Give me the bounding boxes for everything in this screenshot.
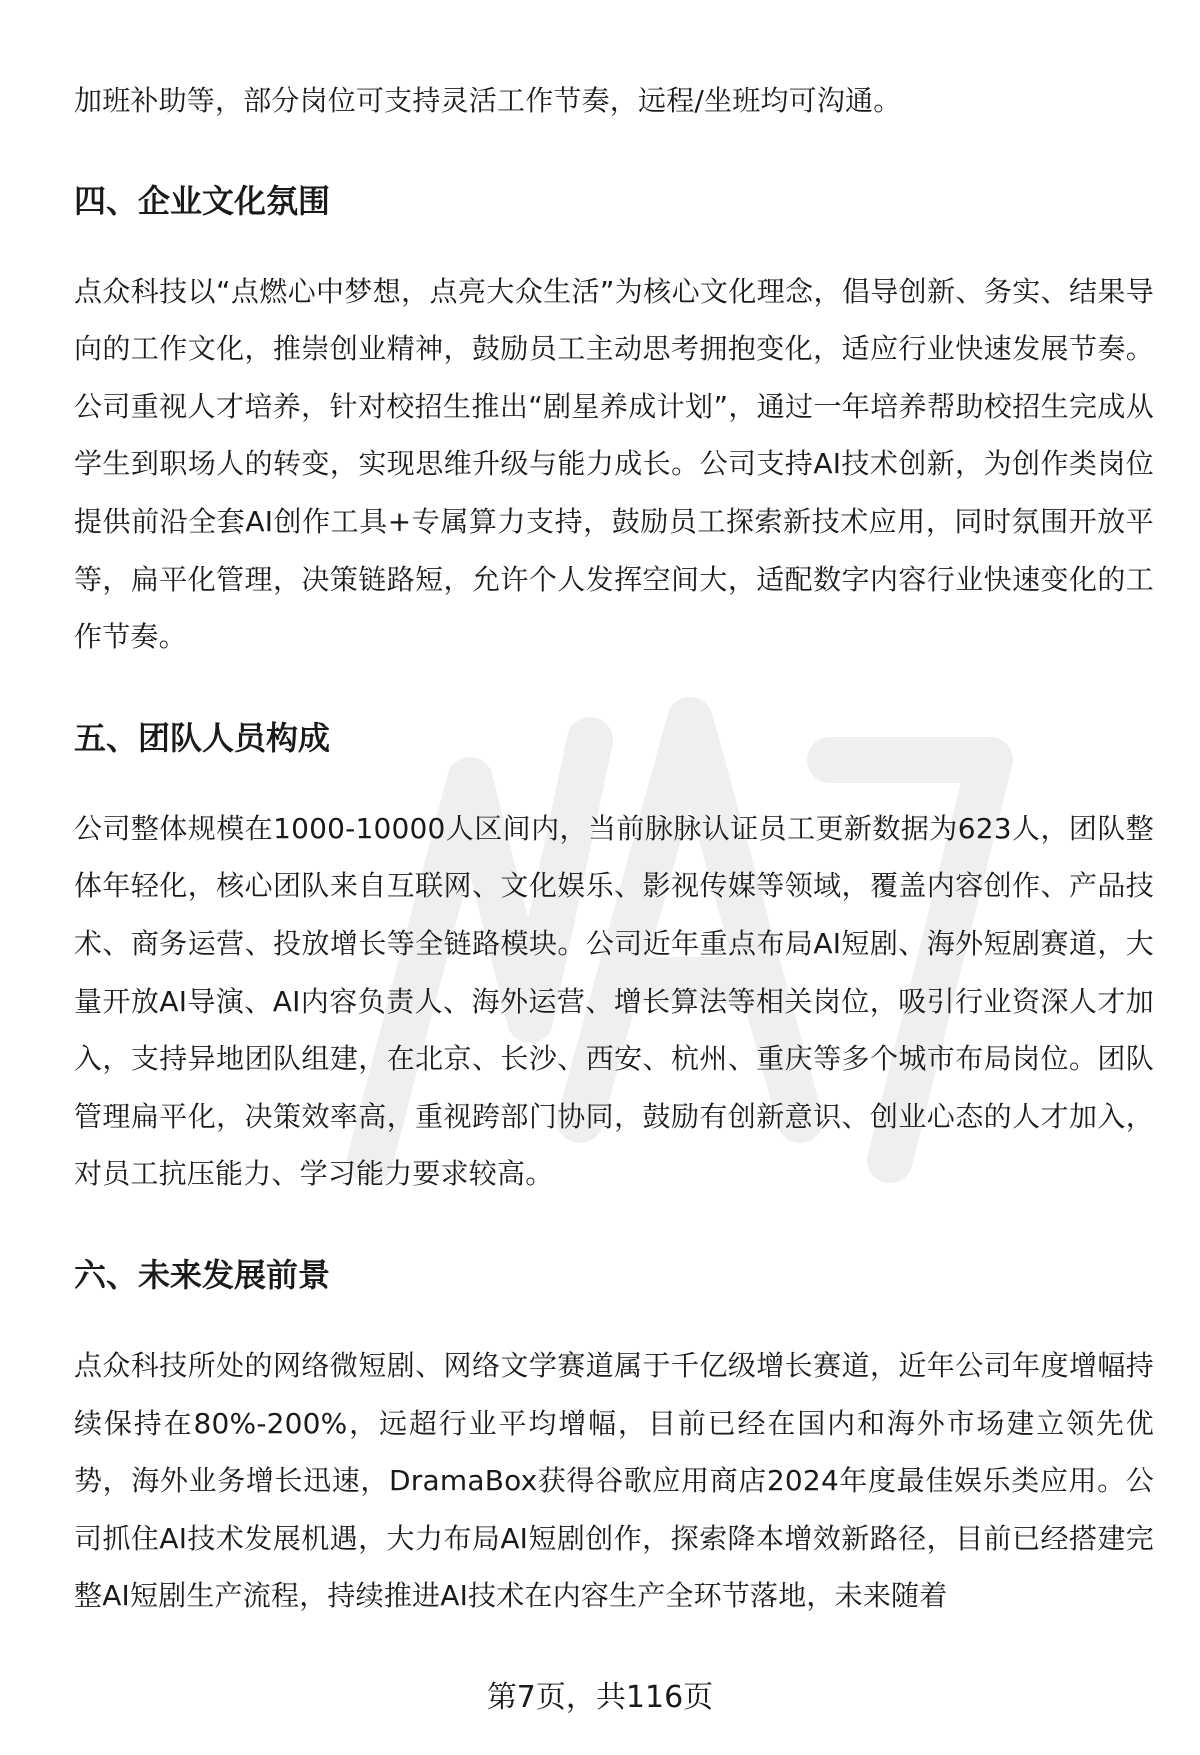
section-heading-team: 五、团队人员构成 bbox=[74, 718, 331, 757]
section-body-culture: 点众科技以“点燃心中梦想，点亮大众生活”为核心文化理念，倡导创新、务实、结果导向的工作文化，推崇创业精神，鼓励员工主动思考拥抱变化，适应行业快速发展节奏。公司重视人才培养，针对校招生推出“剧星养成计划”，通过一年培养帮助校招生完成从学生到职场人的转变，实现思维升级与能力成长。公司支持AI技术创新，为创作类岗位提供前沿全套AI创作工具+专属算力支持，鼓励员工探索新技术应用，同时氛围开放平等，扁平化管理，决策链路短，允许个人发挥空间大，适配数字内容行业快速变化的工作节奏。 bbox=[74, 274, 1154, 654]
section-body-team: 公司整体规模在1000-10000人区间内，当前脉脉认证员工更新数据为623人，团队整体年轻化，核心团队来自互联网、文化娱乐、影视传媒等领域，覆盖内容创作、产品技术、商务运营、投放增长等全链路模块。公司近年重点布局AI短剧、海外短剧赛道，大量开放AI导演、AI内容负责人、海外运营、增长算法等相关岗位，吸引行业资深人才加入，支持异地团队组建，在北京、长沙、西安、杭州、重庆等多个城市布局岗位。团队管理扁平化，决策效率高，重视跨部门协同，鼓励有创新意识、创业心态的人才加入，对员工抗压能力、学习能力要求较高。 bbox=[74, 811, 1154, 1191]
section-body-future: 点众科技所处的网络微短剧、网络文学赛道属于千亿级增长赛道，近年公司年度增幅持续保持在80%-200%，远超行业平均增幅，目前已经在国内和海外市场建立领先优势，海外业务增长迅速，DramaBox获得谷歌应用商店2024年度最佳娱乐类应用。公司抓住AI技术发展机遇，大力布局AI短剧创作，探索降本增效新路径，目前已经搭建完整AI短剧生产流程，持续推进AI技术在内容生产全环节落地，未来随着 bbox=[74, 1348, 1154, 1613]
document-content bbox=[74, 72, 1154, 1625]
section-heading-future: 六、未来发展前景 bbox=[74, 1255, 331, 1294]
page-number: 第7页，共116页 bbox=[486, 1680, 714, 1715]
section-heading-culture: 四、企业文化氛围 bbox=[74, 181, 331, 220]
intro-paragraph: 加班补助等，部分岗位可支持灵活工作节奏，远程/坐班均可沟通。 bbox=[74, 84, 902, 117]
